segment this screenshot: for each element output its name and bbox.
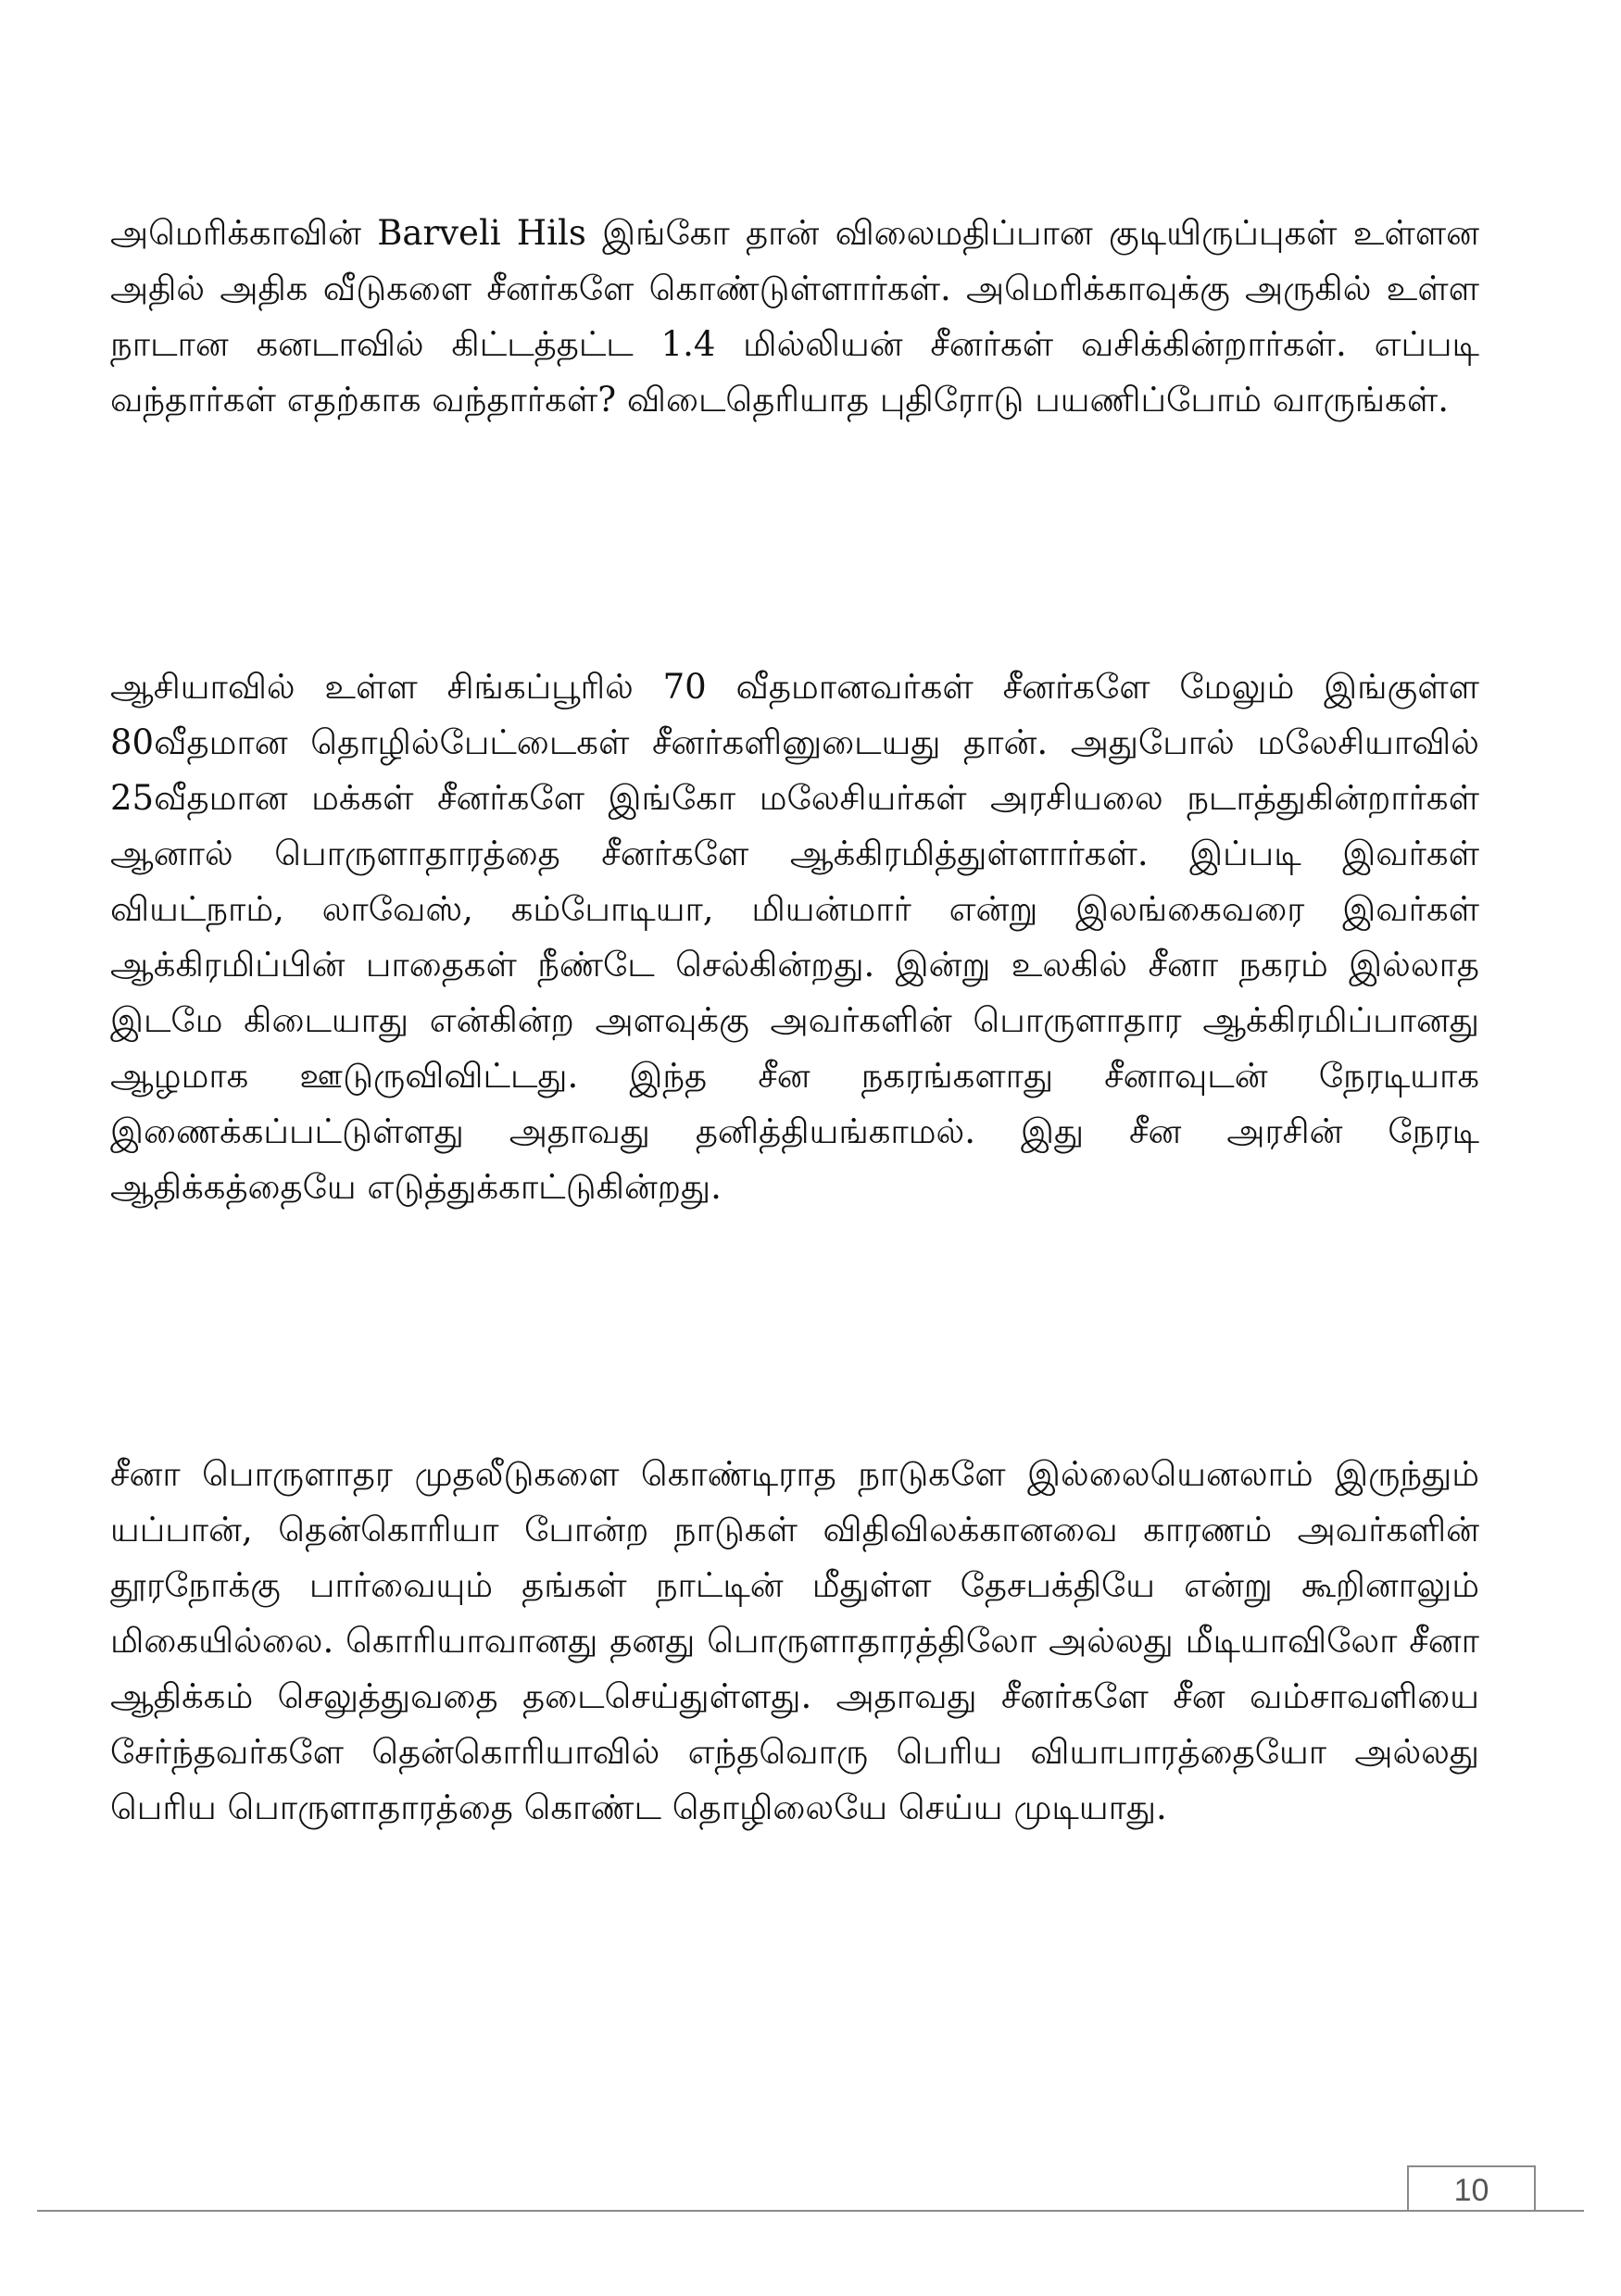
page-number-box [1407,2165,1536,2210]
footer-rule [37,2210,1584,2212]
paragraph-2: ஆசியாவில் உள்ள சிங்கப்பூரில் 70 வீதமானவர்கள் சீனர்களே மேலும் இங்குள்ள 80வீதமான தொழில்பேட்டைகள் சீனர்களினுடையது தான். அதுபோல் மலேசியாவில் 25வீதமான மக்கள் சீனர்களே இங்கோ மலேசியர்கள் அரசியலை நடாத்துகின்றார்கள் ஆனால் பொருளாதாரத்தை சீனர்களே ஆக்கிரமித்துள்ளார்கள். இப்படி இவர்கள் வியட்நாம், லாவேஸ், கம்போடியா, மியன்மார் என்று இலங்கைவரை இவர்கள் ஆக்கிரமிப்பின் பாதைகள் நீண்டே செல்கின்றது. இன்று உலகில் சீனா நகரம் இல்லாத இடமே கிடையாது என்கின்ற அளவுக்கு அவர்களின் பொருளாதார ஆக்கிரமிப்பானது ஆழமாக ஊடுருவிவிட்டது. இந்த சீன நகரங்களாது சீனாவுடன் நேரடியாக இணைக்கப்பட்டுள்ளது அதாவது தனித்தியங்காமல். இது சீன அரசின் நேரடி ஆதிக்கத்தையே எடுத்துக்காட்டுகின்றது. [110,667,1479,1207]
paragraph-3: சீனா பொருளாதர முதலீடுகளை கொண்டிராத நாடுகளே இல்லையெனலாம் இருந்தும் யப்பான், தென்கொரியா போன்ற நாடுகள் விதிவிலக்கானவை காரணம் அவர்களின் தூரநோக்கு பார்வையும் தங்கள் நாட்டின் மீதுள்ள தேசபக்தியே என்று கூறினாலும் மிகையில்லை. கொரியாவானது தனது பொருளாதாரத்திலோ அல்லது மீடியாவிலோ சீனா ஆதிக்கம் செலுத்துவதை தடைசெய்துள்ளது. அதாவது சீனர்களே சீன வம்சாவளியை சேர்ந்தவர்களே தென்கொரியாவில் எந்தவொரு பெரிய வியாபாரத்தையோ அல்லது பெரிய பொருளாதாரத்தை கொண்ட தொழிலையே செய்ய முடியாது. [110,1454,1479,1827]
page-number: 10 [1453,2173,1489,2208]
paragraph-1: அமெரிக்காவின் Barveli Hils இங்கோ தான் விலைமதிப்பான குடியிருப்புகள் உள்ளன அதில் அதிக வீடுகளை சீனர்களே கொண்டுள்ளார்கள். அமெரிக்காவுக்கு அருகில் உள்ள நாடான கனடாவில் கிட்டத்தட்ட 1.4 மில்லியன் சீனர்கள் வசிக்கின்றார்கள். எப்படி வந்தார்கள் எதற்காக வந்தார்கள்? விடைதெரியாத புதிரோடு பயணிப்போம் வாருங்கள். [110,213,1479,420]
